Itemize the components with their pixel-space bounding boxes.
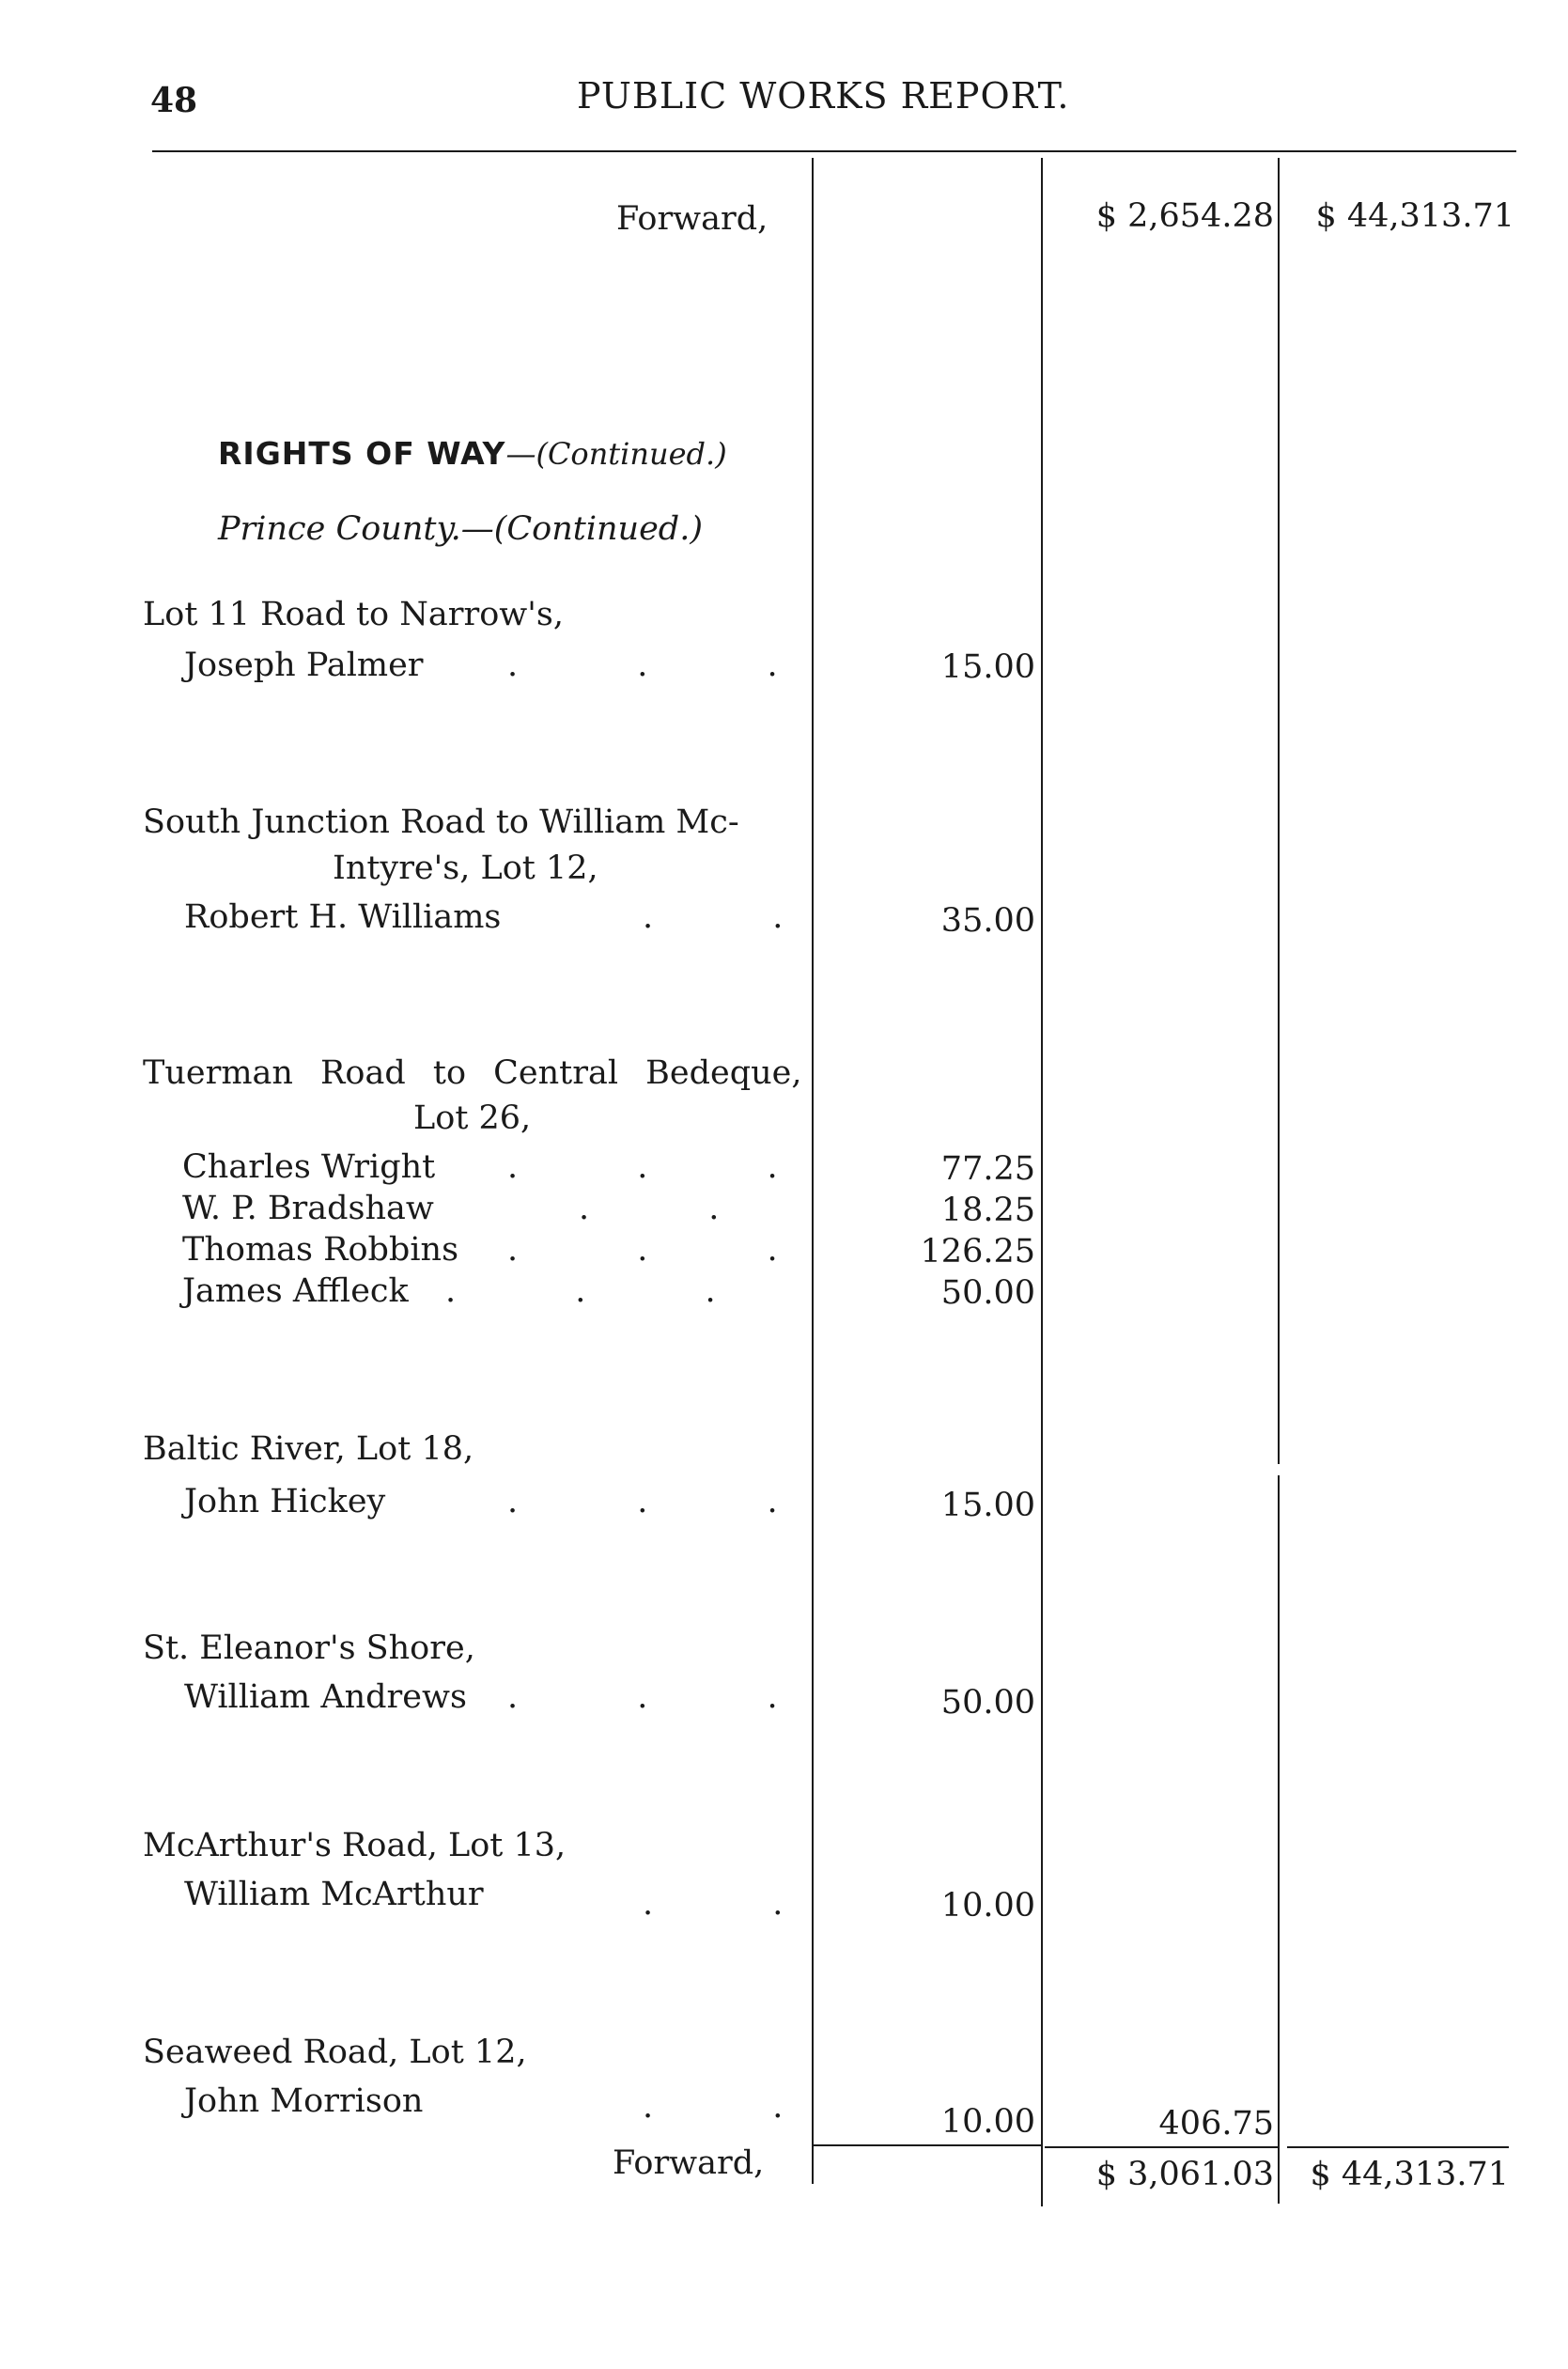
payee-amount: 15.00 <box>940 1487 1035 1524</box>
leader-dots: . . . <box>445 1272 770 1310</box>
column-rule-3b <box>1278 1475 1280 2204</box>
leader-dots: . . . <box>507 1148 832 1186</box>
payee-name: John Morrison <box>184 2082 424 2120</box>
page-number: 48 <box>150 81 198 120</box>
payee-amount: 35.00 <box>940 902 1035 940</box>
page-title: PUBLIC WORKS REPORT. <box>577 75 1070 117</box>
payee-amount: 126.25 <box>920 1233 1035 1270</box>
payee-name: W. P. Bradshaw <box>182 1190 434 1227</box>
leader-dots: . . . <box>507 647 832 684</box>
entry-line: St. Eleanor's Shore, <box>143 1629 475 1667</box>
payee-amount: 50.00 <box>940 1684 1035 1722</box>
payee-name: Robert H. Williams <box>184 898 502 936</box>
payee-name: William Andrews <box>184 1678 467 1716</box>
section-title-continued: —(Continued.) <box>505 436 727 472</box>
forward-bottom-label: Forward, <box>613 2144 765 2182</box>
payee-amount: 10.00 <box>940 2103 1035 2141</box>
total-rule-col2 <box>814 2144 1043 2146</box>
entry-line: South Junction Road to William Mc- <box>143 803 739 841</box>
total-rule-col3 <box>1045 2146 1280 2148</box>
entry-line: Lot 26, <box>413 1099 532 1137</box>
payee-name: Joseph Palmer <box>184 647 424 684</box>
payee-name: James Affleck <box>182 1272 409 1310</box>
entry-line: Baltic River, Lot 18, <box>143 1430 474 1468</box>
entry-line: McArthur's Road, Lot 13, <box>143 1827 567 1864</box>
payee-amount: 50.00 <box>940 1274 1035 1312</box>
payee-name: John Hickey <box>184 1483 386 1520</box>
entry-line: Lot 11 Road to Narrow's, <box>143 596 564 633</box>
forward-bottom-col3: $ 3,061.03 <box>1095 2156 1274 2193</box>
forward-bottom-col4: $ 44,313.71 <box>1310 2156 1509 2193</box>
payee-amount: 10.00 <box>940 1887 1035 1925</box>
forward-top-col3: $ 2,654.28 <box>1095 197 1274 235</box>
leader-dots: . . <box>579 1190 774 1227</box>
subtotal-amount: 406.75 <box>1158 2105 1274 2143</box>
column-rule-2 <box>1041 158 1043 2206</box>
leader-dots: . . <box>643 898 838 936</box>
section-subtitle: Prince County.—(Continued.) <box>218 510 703 548</box>
section-heading <box>218 435 727 473</box>
header-rule <box>152 150 1516 152</box>
payee-amount: 18.25 <box>940 1192 1035 1229</box>
total-rule-col4 <box>1287 2146 1509 2148</box>
payee-amount: 77.25 <box>940 1150 1035 1188</box>
payee-name: Charles Wright <box>182 1148 436 1186</box>
leader-dots: . . . <box>507 1678 832 1716</box>
entry-line: Tuerman Road to Central Bedeque, <box>143 1054 802 1092</box>
forward-top-col4: $ 44,313.71 <box>1315 197 1514 235</box>
leader-dots: . . <box>643 1885 838 1923</box>
entry-line: Seaweed Road, Lot 12, <box>143 2034 527 2071</box>
payee-amount: 15.00 <box>940 648 1035 686</box>
leader-dots: . . . <box>507 1231 832 1269</box>
leader-dots: . . <box>643 2088 838 2126</box>
payee-name: William McArthur <box>184 1876 484 1913</box>
leader-dots: . . . <box>507 1483 832 1520</box>
column-rule-3 <box>1278 158 1280 1464</box>
forward-top-label: Forward, <box>616 200 768 238</box>
payee-name: Thomas Robbins <box>182 1231 459 1269</box>
section-title: RIGHTS OF WAY <box>218 435 506 472</box>
entry-line: Intyre's, Lot 12, <box>333 849 598 887</box>
